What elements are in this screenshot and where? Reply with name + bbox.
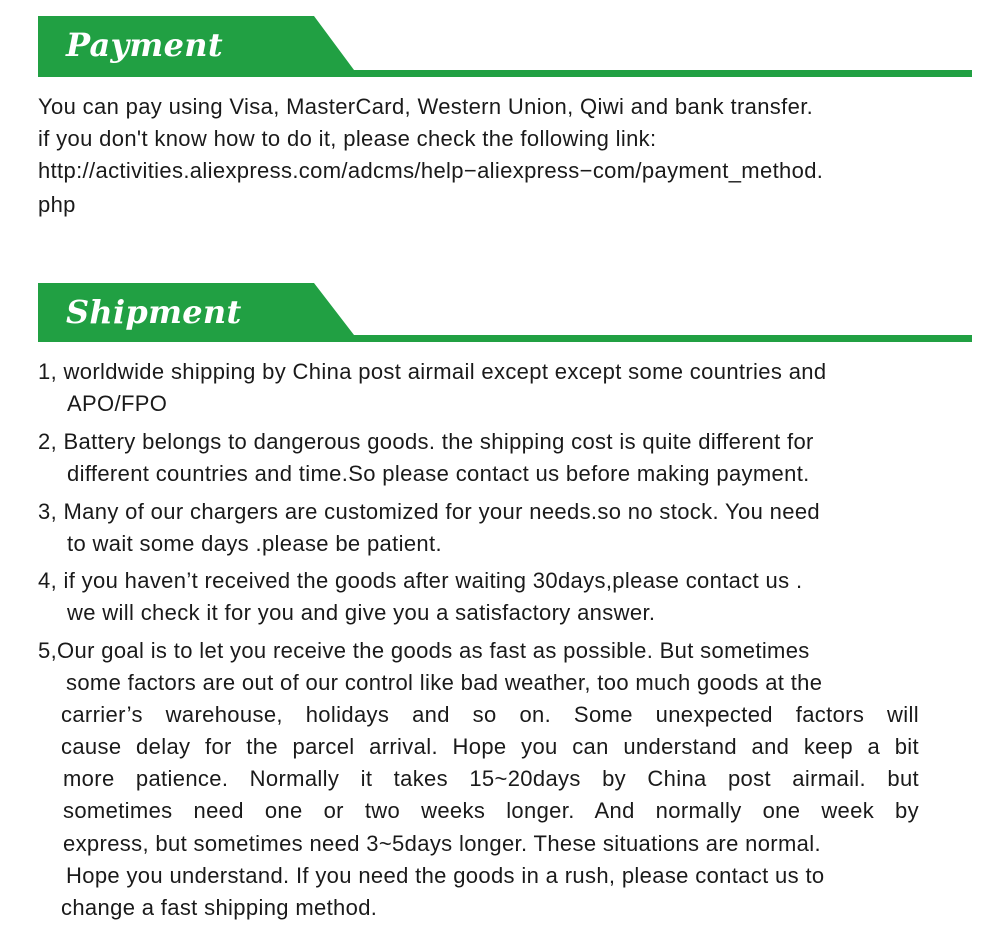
shipment-item-3-line: to wait some days .please be patient. (67, 531, 442, 556)
shipment-item-2-line: different countries and time.So please contact us before making payment. (67, 461, 810, 486)
shipment-item-5-line: cause delay for the parcel arrival. Hope you can understand and keep a bit (61, 734, 919, 759)
shipment-section-header (38, 283, 972, 345)
payment-line: if you don't know how to do it, please check the following link: (38, 126, 657, 151)
payment-line: You can pay using Visa, MasterCard, Western Union, Qiwi and bank transfer. (38, 94, 814, 119)
payment-title: Payment (66, 26, 223, 64)
shipment-item-3-line: 3, Many of our chargers are customized for your needs.so no stock. You need (38, 499, 821, 524)
shipment-item-5-line: more patience. Normally it takes 15~20days by China post airmail. but (63, 766, 919, 791)
shipment-item-5-line: change a fast shipping method. (61, 895, 378, 920)
shipment-item-5-line: carrier’s warehouse, holidays and so on. Some unexpected factors will (61, 702, 919, 727)
shipment-title: Shipment (66, 293, 242, 331)
shipment-item-4-line: we will check it for you and give you a satisfactory answer. (67, 600, 656, 625)
shipment-item-5-line: express, but sometimes need 3~5days longer. These situations are normal. (63, 831, 821, 856)
payment-link[interactable]: http://activities.aliexpress.com/adcms/help−aliexpress−com/payment_method. (38, 158, 824, 183)
payment-link-continuation[interactable]: php (38, 192, 76, 217)
shipment-item-5-line: 5,Our goal is to let you receive the goods as fast as possible. But sometimes (38, 638, 810, 663)
shipment-item-5-line: Hope you understand. If you need the goods in a rush, please contact us to (66, 863, 825, 888)
shipment-item-5-line: sometimes need one or two weeks longer. And normally one week by (63, 798, 919, 823)
shipment-item-1-line: 1, worldwide shipping by China post airmail except except some countries and (38, 359, 827, 384)
shipment-item-1-line: APO/FPO (67, 391, 168, 416)
payment-section-header (38, 16, 972, 78)
shipment-item-2-line: 2, Battery belongs to dangerous goods. the shipping cost is quite different for (38, 429, 814, 454)
shipment-item-5-line: some factors are out of our control like bad weather, too much goods at the (66, 670, 823, 695)
shipment-item-4-line: 4, if you haven’t received the goods after waiting 30days,please contact us . (38, 568, 803, 593)
